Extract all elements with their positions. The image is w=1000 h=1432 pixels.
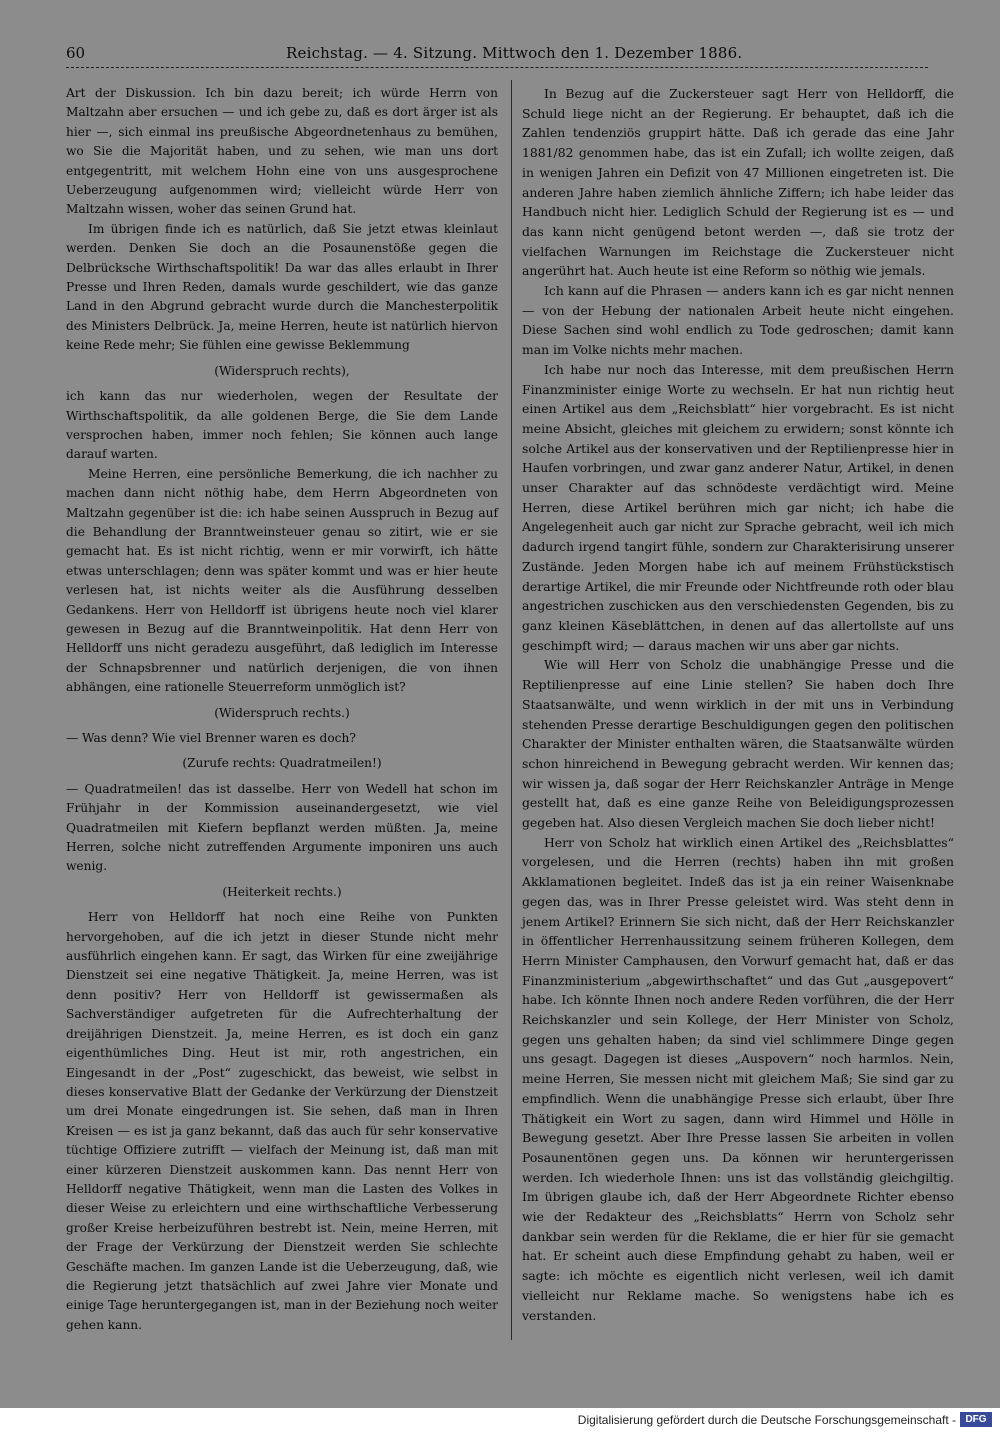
interjection: (Widerspruch rechts.) <box>214 705 350 720</box>
paragraph: Herr von Helldorff hat noch eine Reihe von Punkten hervorgehoben, auf die ich jetzt in dieser Stunde nicht mehr ausführlich eingehen kann. Er sagt, das Wirken für eine zweijährige Dienstzeit sei eine negative Thätigkeit. Ja, meine Herren, was ist denn positiv? Herr von Helldorff ist gewissermaßen als Sachverständiger aufgetreten für die Aufrechterhaltung der dreijährigen Dienstzeit. Ja, meine Herren, es ist doch ein ganz eigenthümliches Ding. Heut ist mir, roth angestrichen, ein Eingesandt in der „Post“ zugeschickt, das beweist, wie selbst in dieses konservative Blatt der Gedanke der Verkürzung der Dienstzeit um drei Monate eingedrungen ist. Sie sehen, daß man in Ihren Kreisen — es ist ja ganz bekannt, daß das auch für sehr konservative tüchtige Offiziere zutrifft — vielfach der Meinung ist, daß man mit einer kürzeren Dienstzeit auskommen kann. Das nennt Herr von Helldorff negative Thätigkeit, wenn man die Lasten des Volkes in dieser Weise zu erleichtern und eine wirthschaftliche Verbesserung großer Kreise herbeizuführen bestrebt ist. Nein, meine Herren, mit der Frage der Verkürzung der Dienstzeit werden Sie schlechte Geschäfte machen. Im ganzen Lande ist die Ueberzeugung, daß, wie die Regierung jetzt thatsächlich auf zwei Jahre vier Monate und einige Tage heruntergegangen ist, man in der Beziehung noch weiter gehen kann. <box>66 910 498 1332</box>
dfg-logo: DFG <box>960 1412 992 1427</box>
header-rule <box>66 67 928 68</box>
paragraph: Art der Diskussion. Ich bin dazu bereit; ich würde Herrn von Maltzahn aber ersuchen — und ich gebe zu, daß es dort ärger ist als hier —, sich einmal ins preußische Abgeordnetenhaus zu bemühen, wo Sie die Majorität haben, und zu sehen, wie man uns dort entgegentritt, mit welchem Hohn eine von uns ausgesprochene Ueberzeugung aufgenommen wird; vielleicht würde Herr von Maltzahn wissen, woher das seinen Grund hat. <box>66 86 498 217</box>
interjection: (Zurufe rechts: Quadratmeilen!) <box>182 756 382 771</box>
page-header <box>66 44 918 66</box>
page-number: 60 <box>66 44 86 62</box>
interjection: (Heiterkeit rechts.) <box>222 884 342 899</box>
interjection: (Widerspruch rechts), <box>214 363 350 378</box>
paragraph: Wie will Herr von Scholz die unabhängige Presse und die Reptilienpresse auf eine Linie stellen? Sie haben doch Ihre Staatsanwälte, und wenn wirklich in der mit uns in Verbindung stehenden Presse derartige Beschuldigungen gegen den politischen Charakter der Minister enthalten wären, die Staatsanwälte würden schon hinreichend in Bewegung gebracht werden. Wir kennen das; wir wissen ja, daß sogar der Herr Reichskanzler Anträge in Menge gestellt hat, daß es eine ganze Reihe von Beleidigungsprozessen gegeben hat. Also diesen Vergleich machen Sie doch lieber nicht! <box>522 657 954 831</box>
paragraph: Ich habe nur noch das Interesse, mit dem preußischen Herrn Finanzminister einige Worte zu wechseln. Er hat nun richtig heut einen Artikel aus dem „Reichsblatt“ hier vorgebracht. Es ist nicht meine Absicht, gleiches mit gleichem zu erwidern; sonst könnte ich solche Artikel aus der konservativen und der Reptilienpresse hier in Haufen vorbringen, und zwar ganz anderer Natur, Artikel, in denen unser Charakter auf das schnödeste verdächtigt wird. Meine Herren, diese Artikel berühren mich gar nicht; ich habe die Angelegenheit auch gar nicht zur Sprache gebracht, weil ich mich dadurch irgend tangirt fühle, sondern zur Charakterisirung unserer Zustände. Jeden Morgen habe ich auf meinem Frühstückstisch derartige Artikel, die mir Freunde oder Nichtfreunde roth oder blau angestrichen zuschicken aus den verschiedensten Gegenden, bis zu ganz kleinen Käseblättchen, in denen auf das allertollste auf uns geschimpft wird; — daraus machen wir uns aber gar nichts. <box>522 361 954 653</box>
page-title: Reichstag. — 4. Sitzung. Mittwoch den 1. Dezember 1886. <box>286 44 743 62</box>
paragraph: Ich kann auf die Phrasen — anders kann ich es gar nicht nennen — von der Hebung der nationalen Arbeit heute nicht eingehen. Diese Sachen sind wohl endlich zu Tode gedroschen; damit kann man im Volke nichts mehr machen. <box>522 283 954 358</box>
column-divider <box>511 80 512 1340</box>
paragraph: — Quadratmeilen! das ist dasselbe. Herr von Wedell hat schon im Frühjahr in der Kommission auseinandergesetzt, wie viel Quadratmeilen mit Kiefern bepflanzt werden müßten. Ja, meine Herren, solche nicht zutreffenden Argumente imponiren uns auch wenig. <box>66 781 498 874</box>
paragraph: ich kann das nur wiederholen, wegen der Resultate der Wirthschaftspolitik, da alle goldenen Berge, die Sie dem Lande versprochen haben, immer noch fehlen; Sie können auch lange darauf warten. <box>66 389 498 462</box>
footer-credit: Digitalisierung gefördert durch die Deutsche Forschungsgemeinschaft - <box>577 1413 956 1427</box>
footer-bar <box>0 1408 1000 1432</box>
paragraph: — Was denn? Wie viel Brenner waren es doch? <box>66 731 356 745</box>
paragraph: Meine Herren, eine persönliche Bemerkung, die ich nachher zu machen dann nicht nöthig habe, dem Herrn Abgeordneten von Maltzahn gegenüber ist die: ich habe seinen Ausspruch in Bezug auf die Behandlung der Branntweinsteuer genau so zitirt, wie er sie gemacht hat. Es ist nicht richtig, wenn er mir vorwirft, ich hätte etwas unterschlagen; denn was später kommt und was er hier heute verlesen hat, ist nichts weiter als die Ausführung desselben Gedankens. Herr von Helldorff ist übrigens heute noch viel klarer gewesen in Bezug auf die Branntweinpolitik. Hat denn Herr von Helldorff uns nicht geradezu ausgeführt, daß lediglich im Interesse der Schnapsbrenner und natürlich derjenigen, die von ihnen abhängen, eine rationelle Steuerreform unmöglich ist? <box>66 466 498 695</box>
paragraph: Herr von Scholz hat wirklich einen Artikel des „Reichsblattes“ vorgelesen, und die Herren (rechts) haben ihn mit großen Akklamationen begleitet. Indeß das ist ja ein reiner Waisenknabe gegen das, was in Ihrer Presse geleistet wird. Was steht denn in jenem Artikel? Erinnern Sie sich nicht, daß der Herr Reichskanzler in öffentlicher Herrenhaussitzung seinem früheren Kollegen, dem Herrn Minister Camphausen, den Vorwurf gemacht hat, daß er das Finanzministerium „abgewirthschaftet“ und das Gut „ausgepovert“ habe. Ich könnte Ihnen noch andere Reden vorführen, die der Herr Reichskanzler und sein Kollege, der Herr Minister von Scholz, gegen uns gehalten haben; da sind viel schlimmere Dinge gegen uns gesagt. Dagegen ist dieses „Auspovern“ noch harmlos. Nein, meine Herren, Sie messen nicht mit gleichem Maß; Sie sind gar zu empfindlich. Wenn die unabhängige Presse sich erlaubt, über Ihre Thätigkeit ein Wort zu sagen, dann wird Himmel und Hölle in Bewegung gesetzt. Aber Ihre Presse lassen Sie arbeiten in vollen Posaunentönen gegen uns. Da können wir heruntergerissen werden. Ich wiederhole Ihnen: uns ist das vollständig gleichgiltig. Im übrigen glaube ich, daß der Herr Abgeordnete Richter ebenso wie der Redakteur des „Reichsblatts“ Herrn von Scholz sehr dankbar sein werden für die Reklame, die er hier für sie gemacht hat. Er scheint auch diese Empfindung gehabt zu haben, weil er sagte: ich möchte es eigentlich nicht verlesen, weil ich damit vielleicht nur Reklame mache. So wenigstens habe ich es verstanden. <box>522 834 954 1323</box>
right-column <box>522 84 954 1325</box>
paragraph: Im übrigen finde ich es natürlich, daß Sie jetzt etwas kleinlaut werden. Denken Sie doch an die Posaunenstöße gegen die Delbrücksche Wirthschaftspolitik! Da war das alles erlaubt in Ihrer Presse und Ihren Reden, damals wurde geschildert, wie das ganze Land in den Abgrund gebracht wurde durch die Manchesterpolitik des Ministers Delbrück. Ja, meine Herren, heute ist natürlich hiervon keine Rede mehr; Sie fühlen eine gewisse Beklemmung <box>66 221 498 353</box>
left-column <box>66 84 498 1335</box>
paragraph: In Bezug auf die Zuckersteuer sagt Herr von Helldorff, die Schuld liege nicht an der Regierung. Er behauptet, daß ich die Zahlen tendenziös gruppirt hätte. Daß ich gerade das eine Jahr 1881/82 genommen habe, das ist ein Zufall; ich wollte zeigen, daß in wenigen Jahren ein Defizit von 47 Millionen eingetreten ist. Die anderen Jahre haben ziemlich ähnliche Ziffern; ich habe leider das Handbuch nicht hier. Lediglich Schuld der Regierung ist es — und das kann nicht genügend betont werden —, daß sie trotz der vielfachen Warnungen im Reichstage die Zuckersteuer nicht angerührt hat. Auch heute ist eine Reform so nöthig wie jemals. <box>522 86 954 279</box>
